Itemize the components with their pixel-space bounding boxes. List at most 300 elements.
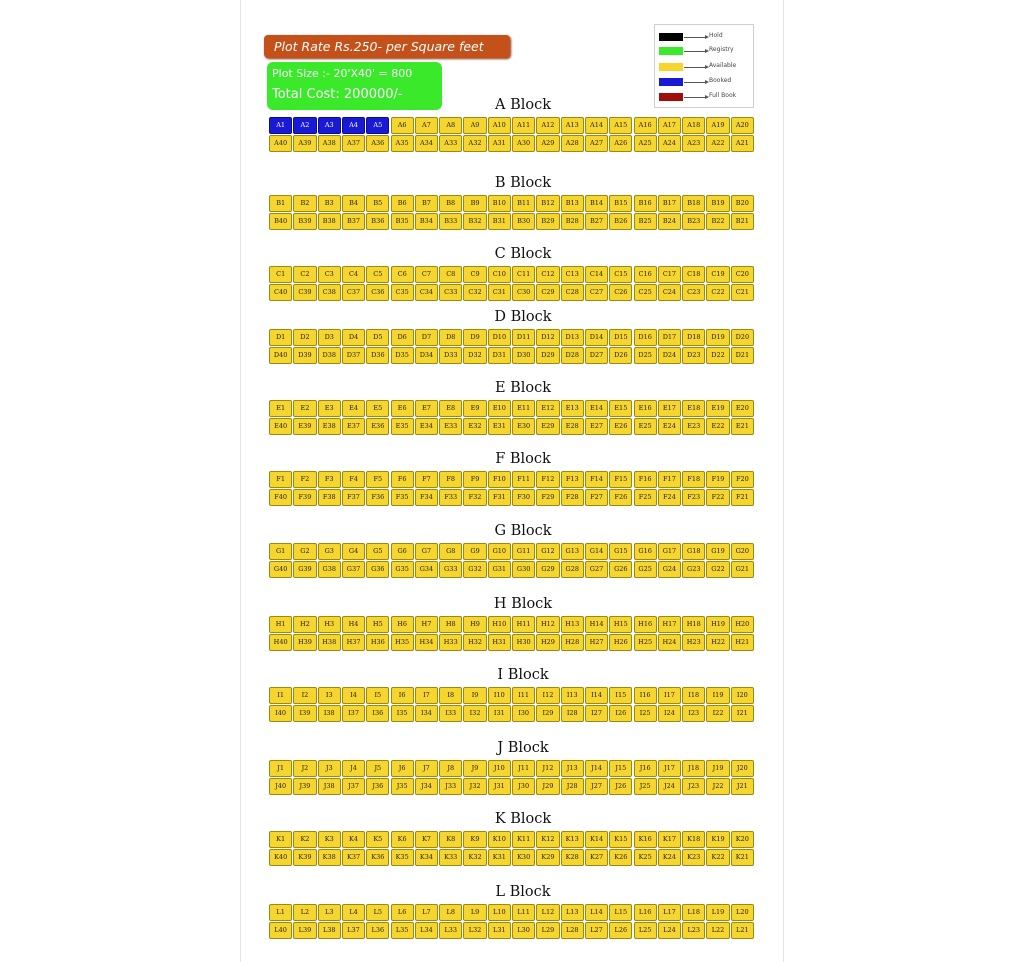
plot-cell[interactable]: D4 [342,329,365,346]
plot-cell[interactable]: C40 [269,284,292,301]
plot-cell[interactable]: F13 [561,471,584,488]
plot-cell[interactable]: J17 [658,760,681,777]
plot-cell[interactable]: G13 [561,543,584,560]
plot-cell[interactable]: E25 [634,418,657,435]
plot-cell[interactable]: F24 [658,489,681,506]
plot-cell[interactable]: D8 [439,329,462,346]
plot-cell[interactable]: B23 [682,213,705,230]
plot-cell[interactable]: E12 [536,400,559,417]
plot-cell[interactable]: C9 [463,266,486,283]
plot-cell[interactable]: I32 [463,705,486,722]
plot-cell[interactable]: H7 [415,616,438,633]
plot-cell[interactable]: E36 [366,418,389,435]
plot-cell[interactable]: G20 [731,543,754,560]
plot-cell[interactable]: G23 [682,561,705,578]
plot-cell[interactable]: K1 [269,831,292,848]
plot-cell[interactable]: A35 [391,135,414,152]
plot-cell[interactable]: D40 [269,347,292,364]
plot-cell[interactable]: H39 [293,634,316,651]
plot-cell[interactable]: F9 [463,471,486,488]
plot-cell[interactable]: B9 [463,195,486,212]
plot-cell[interactable]: H4 [342,616,365,633]
plot-cell[interactable]: E15 [609,400,632,417]
plot-cell[interactable]: B21 [731,213,754,230]
plot-cell[interactable]: E8 [439,400,462,417]
plot-cell[interactable]: L1 [269,904,292,921]
plot-cell[interactable]: J7 [415,760,438,777]
plot-cell[interactable]: F22 [706,489,729,506]
plot-cell[interactable]: B30 [512,213,535,230]
plot-cell[interactable]: G36 [366,561,389,578]
plot-cell[interactable]: J1 [269,760,292,777]
plot-cell[interactable]: D38 [318,347,341,364]
plot-cell[interactable]: D28 [561,347,584,364]
plot-cell[interactable]: L29 [536,922,559,939]
plot-cell[interactable]: K15 [609,831,632,848]
plot-cell[interactable]: L26 [609,922,632,939]
plot-cell[interactable]: J26 [609,778,632,795]
plot-cell[interactable]: H9 [463,616,486,633]
plot-cell[interactable]: F4 [342,471,365,488]
plot-cell[interactable]: D12 [536,329,559,346]
plot-cell[interactable]: F11 [512,471,535,488]
plot-cell[interactable]: L14 [585,904,608,921]
plot-cell[interactable]: J38 [318,778,341,795]
plot-cell[interactable]: G6 [391,543,414,560]
plot-cell[interactable]: F31 [488,489,511,506]
plot-cell[interactable]: H16 [634,616,657,633]
plot-cell[interactable]: A23 [682,135,705,152]
plot-cell[interactable]: J18 [682,760,705,777]
plot-cell[interactable]: E39 [293,418,316,435]
plot-cell[interactable]: L28 [561,922,584,939]
plot-cell[interactable]: L21 [731,922,754,939]
plot-cell[interactable]: C36 [366,284,389,301]
plot-cell[interactable]: E3 [318,400,341,417]
plot-cell[interactable]: B13 [561,195,584,212]
plot-cell[interactable]: L18 [682,904,705,921]
plot-cell[interactable]: E40 [269,418,292,435]
plot-cell[interactable]: K2 [293,831,316,848]
plot-cell[interactable]: K38 [318,849,341,866]
plot-cell[interactable]: C32 [463,284,486,301]
plot-cell[interactable]: E6 [391,400,414,417]
plot-cell[interactable]: I30 [512,705,535,722]
plot-cell[interactable]: I7 [415,687,438,704]
plot-cell[interactable]: F36 [366,489,389,506]
plot-cell[interactable]: C24 [658,284,681,301]
plot-cell[interactable]: I16 [634,687,657,704]
plot-cell[interactable]: H15 [609,616,632,633]
plot-cell[interactable]: A26 [609,135,632,152]
plot-cell[interactable]: A22 [706,135,729,152]
plot-cell[interactable]: B8 [439,195,462,212]
plot-cell[interactable]: K27 [585,849,608,866]
plot-cell[interactable]: E22 [706,418,729,435]
plot-cell[interactable]: D17 [658,329,681,346]
plot-cell[interactable]: J16 [634,760,657,777]
plot-cell[interactable]: L40 [269,922,292,939]
plot-cell[interactable]: K16 [634,831,657,848]
plot-cell[interactable]: I29 [536,705,559,722]
plot-cell[interactable]: G17 [658,543,681,560]
plot-cell[interactable]: A2 [293,117,316,134]
plot-cell[interactable]: G5 [366,543,389,560]
plot-cell[interactable]: J3 [318,760,341,777]
plot-cell[interactable]: F32 [463,489,486,506]
plot-cell[interactable]: B19 [706,195,729,212]
plot-cell[interactable]: B2 [293,195,316,212]
plot-cell[interactable]: G4 [342,543,365,560]
plot-cell[interactable]: F33 [439,489,462,506]
plot-cell[interactable]: K36 [366,849,389,866]
plot-cell[interactable]: L20 [731,904,754,921]
plot-cell[interactable]: A32 [463,135,486,152]
plot-cell[interactable]: E27 [585,418,608,435]
plot-cell[interactable]: A15 [609,117,632,134]
plot-cell[interactable]: C14 [585,266,608,283]
plot-cell[interactable]: G18 [682,543,705,560]
plot-cell[interactable]: H1 [269,616,292,633]
plot-cell[interactable]: H3 [318,616,341,633]
plot-cell[interactable]: B31 [488,213,511,230]
plot-cell[interactable]: G33 [439,561,462,578]
plot-cell[interactable]: A17 [658,117,681,134]
plot-cell[interactable]: I4 [342,687,365,704]
plot-cell[interactable]: G38 [318,561,341,578]
plot-cell[interactable]: L27 [585,922,608,939]
plot-cell[interactable]: A6 [391,117,414,134]
plot-cell[interactable]: B11 [512,195,535,212]
plot-cell[interactable]: H25 [634,634,657,651]
plot-cell[interactable]: L15 [609,904,632,921]
plot-cell[interactable]: D5 [366,329,389,346]
plot-cell[interactable]: E10 [488,400,511,417]
plot-cell[interactable]: L6 [391,904,414,921]
plot-cell[interactable]: J34 [415,778,438,795]
plot-cell[interactable]: I28 [561,705,584,722]
plot-cell[interactable]: J27 [585,778,608,795]
plot-cell[interactable]: A38 [318,135,341,152]
plot-cell[interactable]: G40 [269,561,292,578]
plot-cell[interactable]: D14 [585,329,608,346]
plot-cell[interactable]: H36 [366,634,389,651]
plot-cell[interactable]: L32 [463,922,486,939]
plot-cell[interactable]: J21 [731,778,754,795]
plot-cell[interactable]: H6 [391,616,414,633]
plot-cell[interactable]: A16 [634,117,657,134]
plot-cell[interactable]: D36 [366,347,389,364]
plot-cell[interactable]: K3 [318,831,341,848]
plot-cell[interactable]: D30 [512,347,535,364]
plot-cell[interactable]: C8 [439,266,462,283]
plot-cell[interactable]: J22 [706,778,729,795]
plot-cell[interactable]: H10 [488,616,511,633]
plot-cell[interactable]: E14 [585,400,608,417]
plot-cell[interactable]: E35 [391,418,414,435]
plot-cell[interactable]: L22 [706,922,729,939]
plot-cell[interactable]: J20 [731,760,754,777]
plot-cell[interactable]: I22 [706,705,729,722]
plot-cell[interactable]: B14 [585,195,608,212]
plot-cell[interactable]: F39 [293,489,316,506]
plot-cell[interactable]: I3 [318,687,341,704]
plot-cell[interactable]: H22 [706,634,729,651]
plot-cell[interactable]: G37 [342,561,365,578]
plot-cell[interactable]: A11 [512,117,535,134]
plot-cell[interactable]: K6 [391,831,414,848]
plot-cell[interactable]: B16 [634,195,657,212]
plot-cell[interactable]: H14 [585,616,608,633]
plot-cell[interactable]: K20 [731,831,754,848]
plot-cell[interactable]: L38 [318,922,341,939]
plot-cell[interactable]: J9 [463,760,486,777]
plot-cell[interactable]: H28 [561,634,584,651]
plot-cell[interactable]: E38 [318,418,341,435]
plot-cell[interactable]: F20 [731,471,754,488]
plot-cell[interactable]: K30 [512,849,535,866]
plot-cell[interactable]: L23 [682,922,705,939]
plot-cell[interactable]: J40 [269,778,292,795]
plot-cell[interactable]: H23 [682,634,705,651]
plot-cell[interactable]: J10 [488,760,511,777]
plot-cell[interactable]: G27 [585,561,608,578]
plot-cell[interactable]: C21 [731,284,754,301]
plot-cell[interactable]: I39 [293,705,316,722]
plot-cell[interactable]: J19 [706,760,729,777]
plot-cell[interactable]: F23 [682,489,705,506]
plot-cell[interactable]: L33 [439,922,462,939]
plot-cell[interactable]: H33 [439,634,462,651]
plot-cell[interactable]: K7 [415,831,438,848]
plot-cell[interactable]: K33 [439,849,462,866]
plot-cell[interactable]: D26 [609,347,632,364]
plot-cell[interactable]: I26 [609,705,632,722]
plot-cell[interactable]: A21 [731,135,754,152]
plot-cell[interactable]: K35 [391,849,414,866]
plot-cell[interactable]: B38 [318,213,341,230]
plot-cell[interactable]: G35 [391,561,414,578]
plot-cell[interactable]: J39 [293,778,316,795]
plot-cell[interactable]: F18 [682,471,705,488]
plot-cell[interactable]: I34 [415,705,438,722]
plot-cell[interactable]: C6 [391,266,414,283]
plot-cell[interactable]: G12 [536,543,559,560]
plot-cell[interactable]: A28 [561,135,584,152]
plot-cell[interactable]: F3 [318,471,341,488]
plot-cell[interactable]: C5 [366,266,389,283]
plot-cell[interactable]: F30 [512,489,535,506]
plot-cell[interactable]: K23 [682,849,705,866]
plot-cell[interactable]: G34 [415,561,438,578]
plot-cell[interactable]: D22 [706,347,729,364]
plot-cell[interactable]: E4 [342,400,365,417]
plot-cell[interactable]: K40 [269,849,292,866]
plot-cell[interactable]: K31 [488,849,511,866]
plot-cell[interactable]: E16 [634,400,657,417]
plot-cell[interactable]: H18 [682,616,705,633]
plot-cell[interactable]: L3 [318,904,341,921]
plot-cell[interactable]: K14 [585,831,608,848]
plot-cell[interactable]: I20 [731,687,754,704]
plot-cell[interactable]: D23 [682,347,705,364]
plot-cell[interactable]: B20 [731,195,754,212]
plot-cell[interactable]: L30 [512,922,535,939]
plot-cell[interactable]: C7 [415,266,438,283]
plot-cell[interactable]: E20 [731,400,754,417]
plot-cell[interactable]: B36 [366,213,389,230]
plot-cell[interactable]: C3 [318,266,341,283]
plot-cell[interactable]: D25 [634,347,657,364]
plot-cell[interactable]: A34 [415,135,438,152]
plot-cell[interactable]: H37 [342,634,365,651]
plot-cell[interactable]: F34 [415,489,438,506]
plot-cell[interactable]: H27 [585,634,608,651]
plot-cell[interactable]: F2 [293,471,316,488]
plot-cell[interactable]: L8 [439,904,462,921]
plot-cell[interactable]: H40 [269,634,292,651]
plot-cell[interactable]: J11 [512,760,535,777]
plot-cell[interactable]: I2 [293,687,316,704]
plot-cell[interactable]: E23 [682,418,705,435]
plot-cell[interactable]: J32 [463,778,486,795]
plot-cell[interactable]: G39 [293,561,316,578]
plot-cell[interactable]: E13 [561,400,584,417]
plot-cell[interactable]: D7 [415,329,438,346]
plot-cell[interactable]: K9 [463,831,486,848]
plot-cell[interactable]: C12 [536,266,559,283]
plot-cell[interactable]: G22 [706,561,729,578]
plot-cell[interactable]: I15 [609,687,632,704]
plot-cell[interactable]: C16 [634,266,657,283]
plot-cell[interactable]: B17 [658,195,681,212]
plot-cell[interactable]: B22 [706,213,729,230]
plot-cell[interactable]: E2 [293,400,316,417]
plot-cell[interactable]: C20 [731,266,754,283]
plot-cell[interactable]: G19 [706,543,729,560]
plot-cell[interactable]: I1 [269,687,292,704]
plot-cell[interactable]: B35 [391,213,414,230]
plot-cell[interactable]: J35 [391,778,414,795]
plot-cell[interactable]: I31 [488,705,511,722]
plot-cell[interactable]: A13 [561,117,584,134]
plot-cell[interactable]: H8 [439,616,462,633]
plot-cell[interactable]: C35 [391,284,414,301]
plot-cell[interactable]: E26 [609,418,632,435]
plot-cell[interactable]: H26 [609,634,632,651]
plot-cell[interactable]: I25 [634,705,657,722]
plot-cell[interactable]: H12 [536,616,559,633]
plot-cell[interactable]: C26 [609,284,632,301]
plot-cell[interactable]: I11 [512,687,535,704]
plot-cell[interactable]: E19 [706,400,729,417]
plot-cell[interactable]: K19 [706,831,729,848]
plot-cell[interactable]: C1 [269,266,292,283]
plot-cell[interactable]: D9 [463,329,486,346]
plot-cell[interactable]: H34 [415,634,438,651]
plot-cell[interactable]: F19 [706,471,729,488]
plot-cell[interactable]: B1 [269,195,292,212]
plot-cell[interactable]: J37 [342,778,365,795]
plot-cell[interactable]: I14 [585,687,608,704]
plot-cell[interactable]: F14 [585,471,608,488]
plot-cell[interactable]: J36 [366,778,389,795]
plot-cell[interactable]: F12 [536,471,559,488]
plot-cell[interactable]: G25 [634,561,657,578]
plot-cell[interactable]: J6 [391,760,414,777]
plot-cell[interactable]: F16 [634,471,657,488]
plot-cell[interactable]: A39 [293,135,316,152]
plot-cell[interactable]: C17 [658,266,681,283]
plot-cell[interactable]: K5 [366,831,389,848]
plot-cell[interactable]: G11 [512,543,535,560]
plot-cell[interactable]: J5 [366,760,389,777]
plot-cell[interactable]: I21 [731,705,754,722]
plot-cell[interactable]: A5 [366,117,389,134]
plot-cell[interactable]: C15 [609,266,632,283]
plot-cell[interactable]: G8 [439,543,462,560]
plot-cell[interactable]: B29 [536,213,559,230]
plot-cell[interactable]: I37 [342,705,365,722]
plot-cell[interactable]: A24 [658,135,681,152]
plot-cell[interactable]: A33 [439,135,462,152]
plot-cell[interactable]: J28 [561,778,584,795]
plot-cell[interactable]: H29 [536,634,559,651]
plot-cell[interactable]: I23 [682,705,705,722]
plot-cell[interactable]: F17 [658,471,681,488]
plot-cell[interactable]: L35 [391,922,414,939]
plot-cell[interactable]: G31 [488,561,511,578]
plot-cell[interactable]: L11 [512,904,535,921]
plot-cell[interactable]: D10 [488,329,511,346]
plot-cell[interactable]: E1 [269,400,292,417]
plot-cell[interactable]: H5 [366,616,389,633]
plot-cell[interactable]: B3 [318,195,341,212]
plot-cell[interactable]: B24 [658,213,681,230]
plot-cell[interactable]: I35 [391,705,414,722]
plot-cell[interactable]: G29 [536,561,559,578]
plot-cell[interactable]: A31 [488,135,511,152]
plot-cell[interactable]: H30 [512,634,535,651]
plot-cell[interactable]: E5 [366,400,389,417]
plot-cell[interactable]: H21 [731,634,754,651]
plot-cell[interactable]: J33 [439,778,462,795]
plot-cell[interactable]: L36 [366,922,389,939]
plot-cell[interactable]: E11 [512,400,535,417]
plot-cell[interactable]: C19 [706,266,729,283]
plot-cell[interactable]: L39 [293,922,316,939]
plot-cell[interactable]: K21 [731,849,754,866]
plot-cell[interactable]: A1 [269,117,292,134]
plot-cell[interactable]: J13 [561,760,584,777]
plot-cell[interactable]: C13 [561,266,584,283]
plot-cell[interactable]: H2 [293,616,316,633]
plot-cell[interactable]: A18 [682,117,705,134]
plot-cell[interactable]: E37 [342,418,365,435]
plot-cell[interactable]: G14 [585,543,608,560]
plot-cell[interactable]: D11 [512,329,535,346]
plot-cell[interactable]: J14 [585,760,608,777]
plot-cell[interactable]: B4 [342,195,365,212]
plot-cell[interactable]: A30 [512,135,535,152]
plot-cell[interactable]: J15 [609,760,632,777]
plot-cell[interactable]: F6 [391,471,414,488]
plot-cell[interactable]: J24 [658,778,681,795]
plot-cell[interactable]: E18 [682,400,705,417]
plot-cell[interactable]: L12 [536,904,559,921]
plot-cell[interactable]: K34 [415,849,438,866]
plot-cell[interactable]: D18 [682,329,705,346]
